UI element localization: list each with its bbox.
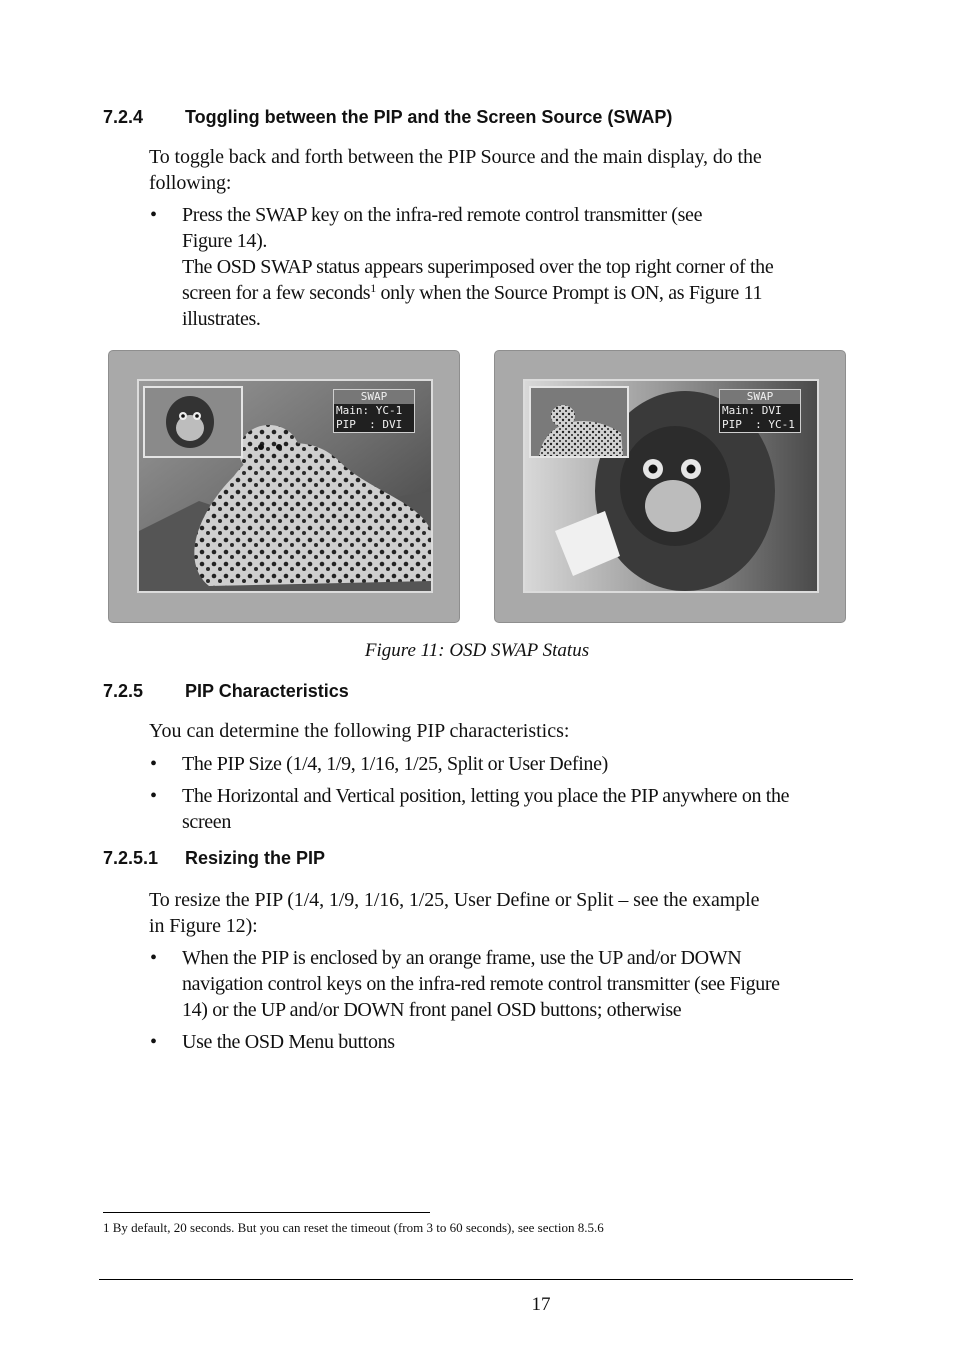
page-number: 17: [531, 1294, 551, 1315]
bullet-icon: •: [150, 1031, 157, 1053]
bullet-icon: •: [150, 204, 157, 226]
pip-window: [143, 386, 243, 458]
section-intro: To toggle back and forth between the PIP Source and the main display, do the following:: [149, 146, 762, 194]
monitor-right: [494, 350, 846, 623]
screen-right: [523, 379, 819, 593]
osd-swap-status: [719, 389, 801, 433]
lemur-thumbnail: [145, 388, 241, 456]
osd-main-source: Main: DVI: [722, 404, 782, 417]
osd-swap-status: [333, 389, 415, 433]
osd-main-source: Main: YC-1: [336, 404, 403, 417]
monitor-left: [108, 350, 460, 623]
footnote: 1 By default, 20 seconds. But you can reset the timeout (from 3 to 60 seconds), see section 8.5.6: [103, 1220, 604, 1235]
section-title: PIP Characteristics: [185, 681, 349, 701]
section-number: 7.2.4: [103, 107, 144, 127]
cheetah-thumbnail: [531, 388, 627, 456]
section-intro: You can determine the following PIP characteristics:: [149, 720, 570, 742]
osd-title: SWAP: [334, 390, 414, 404]
bullet-icon: •: [150, 785, 157, 807]
osd-title: SWAP: [720, 390, 800, 404]
section-title: Toggling between the PIP and the Screen Source (SWAP): [185, 107, 673, 127]
footer-divider: [99, 1279, 853, 1280]
footnote-ref: 1: [370, 281, 376, 295]
bullet-icon: •: [150, 753, 157, 775]
pip-window: [529, 386, 629, 458]
osd-pip-source: PIP : YC-1: [722, 418, 795, 431]
section-number: 7.2.5: [103, 681, 144, 701]
screen-left: [137, 379, 433, 593]
bullet-icon: •: [150, 947, 157, 969]
osd-pip-source: PIP : DVI: [336, 418, 403, 431]
section-number: 7.2.5.1: [103, 848, 159, 868]
section-intro: To resize the PIP (1/4, 1/9, 1/16, 1/25, User Define or Split – see the example in Figure 12):: [149, 889, 760, 937]
section-title: Resizing the PIP: [185, 848, 326, 868]
footnote-divider: [103, 1212, 430, 1213]
figure-caption: Figure 11: OSD SWAP Status: [364, 640, 590, 661]
